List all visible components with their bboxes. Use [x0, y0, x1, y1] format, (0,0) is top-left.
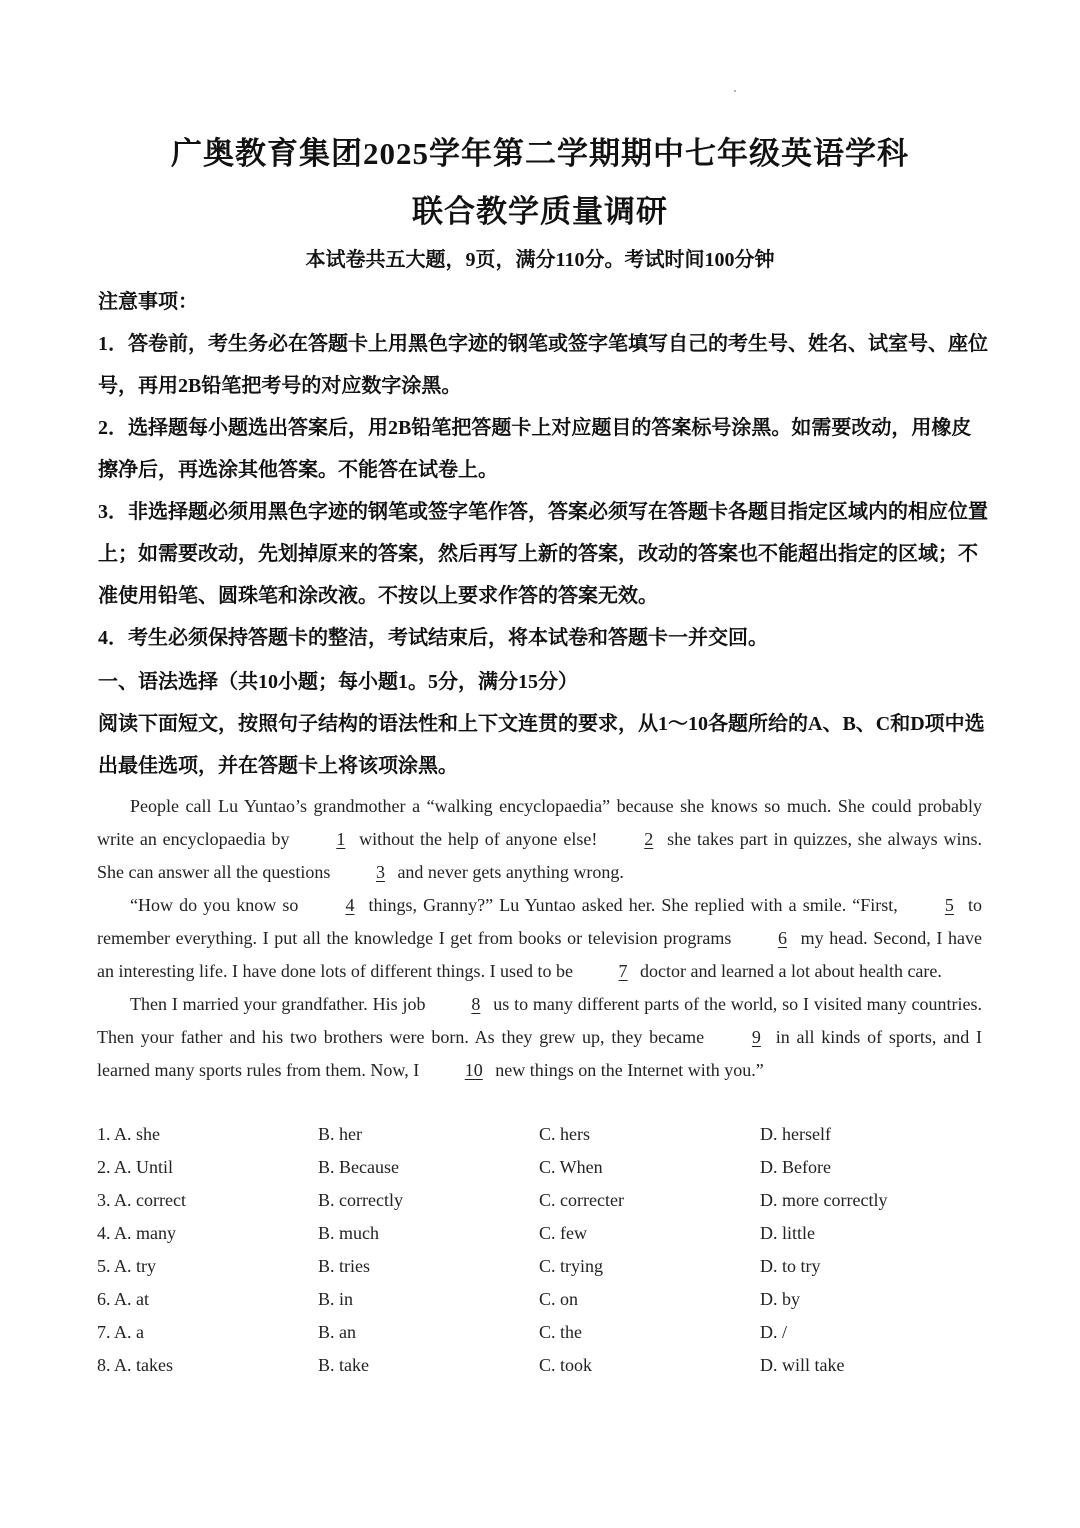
option-d: D. little	[760, 1223, 815, 1243]
option-a: 7. A. a	[97, 1322, 144, 1342]
option-b: B. Because	[318, 1157, 399, 1177]
option-c: C. few	[539, 1223, 587, 1243]
option-row-1	[97, 1118, 987, 1151]
answer-options	[97, 1118, 987, 1382]
blank-2: 2	[644, 829, 654, 849]
option-c: C. When	[539, 1157, 603, 1177]
passage-text: new things on the Internet with you.”	[490, 1060, 764, 1080]
exam-title-line1: 广奥教育集团2025学年第二学期期中七年级英语学科	[171, 136, 909, 171]
option-row-5	[97, 1250, 987, 1283]
option-a: 1. A. she	[97, 1124, 160, 1144]
option-b: B. tries	[318, 1256, 370, 1276]
passage-text: and never gets anything wrong.	[392, 862, 624, 882]
reading-passage	[97, 790, 982, 1087]
option-row-8	[97, 1349, 987, 1382]
option-row-7	[97, 1316, 987, 1349]
option-a: 2. A. Until	[97, 1157, 174, 1177]
option-c: C. hers	[539, 1124, 590, 1144]
option-a: 8. A. takes	[97, 1355, 173, 1375]
option-c: C. the	[539, 1322, 582, 1342]
option-d: D. more correctly	[760, 1190, 888, 1210]
passage-text: things, Granny?” Lu Yuntao asked her. She replied with a smile. “First,	[362, 895, 904, 915]
passage-paragraph-2	[97, 889, 982, 988]
option-d: D. herself	[760, 1124, 831, 1144]
blank-10: 10	[464, 1060, 483, 1080]
option-a: 5. A. try	[97, 1256, 157, 1276]
passage-text: doctor and learned a lot about health care.	[635, 961, 942, 981]
option-d: D. by	[760, 1289, 800, 1309]
option-c: C. trying	[539, 1256, 604, 1276]
blank-3: 3	[375, 862, 385, 882]
passage-text: People call Lu Yuntao’s grandmother a “walking encyclopaedia” because she knows so much. She could probably write an encyclopaedia by	[97, 796, 982, 849]
passage-text: without the help of anyone else!	[353, 829, 604, 849]
passage-text: to remember everything. I put all the knowledge I get from books or television programs	[97, 895, 982, 948]
option-c: C. correcter	[539, 1190, 624, 1210]
option-a: 3. A. correct	[97, 1190, 186, 1210]
exam-subtitle: 本试卷共五大题，9页，满分110分。考试时间100分钟	[305, 249, 775, 271]
option-row-3	[97, 1184, 987, 1217]
option-b: B. her	[318, 1124, 362, 1144]
option-d: D. /	[760, 1322, 787, 1342]
passage-text: my head. Second, I have an interesting life. I have done lots of different things. I used to be	[97, 928, 982, 981]
blank-1: 1	[336, 829, 346, 849]
passage-paragraph-3	[97, 988, 982, 1087]
option-b: B. much	[318, 1223, 379, 1243]
option-row-2	[97, 1151, 987, 1184]
option-d: D. Before	[760, 1157, 831, 1177]
option-c: C. took	[539, 1355, 593, 1375]
note-item-1: 1．答卷前，考生务必在答题卡上用黑色字迹的钢笔或签字笔填写自己的考生号、姓名、试室号、座位号，再用2B铅笔把考号的对应数字涂黑。	[98, 333, 988, 397]
note-item-3: 3．非选择题必须用黑色字迹的钢笔或签字笔作答，答案必须写在答题卡各题目指定区域内的相应位置上；如需要改动，先划掉原来的答案，然后再写上新的答案，改动的答案也不能超出指定的区域；不准使用铅笔、圆珠笔和涂改液。不按以上要求作答的答案无效。	[98, 501, 988, 607]
note-item-4: 4．考生必须保持答题卡的整洁，考试结束后，将本试卷和答题卡一并交回。	[98, 627, 768, 649]
section1-heading: 一、语法选择（共10小题；每小题1。5分，满分15分）	[98, 671, 578, 693]
option-b: B. an	[318, 1322, 356, 1342]
option-b: B. correctly	[318, 1190, 403, 1210]
option-a: 6. A. at	[97, 1289, 149, 1309]
option-row-6	[97, 1283, 987, 1316]
option-d: D. will take	[760, 1355, 845, 1375]
exam-title-line2: 联合教学质量调研	[412, 194, 668, 229]
option-d: D. to try	[760, 1256, 821, 1276]
blank-4: 4	[345, 895, 355, 915]
blank-8: 8	[471, 994, 481, 1014]
passage-text: in all kinds of sports, and I learned many sports rules from them. Now, I	[97, 1027, 982, 1080]
option-a: 4. A. many	[97, 1223, 176, 1243]
blank-6: 6	[777, 928, 787, 948]
notes-heading: 注意事项：	[98, 291, 198, 313]
option-row-4	[97, 1217, 987, 1250]
blank-5: 5	[944, 895, 954, 915]
passage-text: us to many different parts of the world, so I visited many countries. Then your father and his two brothers were born. As they grew up, they became	[97, 994, 983, 1047]
note-item-2: 2．选择题每小题选出答案后，用2B铅笔把答题卡上对应题目的答案标号涂黑。如需要改动，用橡皮擦净后，再选涂其他答案。不能答在试卷上。	[98, 417, 972, 481]
blank-7: 7	[618, 961, 628, 981]
option-c: C. on	[539, 1289, 579, 1309]
passage-text: “How do you know so	[130, 895, 305, 915]
passage-text: she takes part in quizzes, she always wins. She can answer all the questions	[97, 829, 982, 882]
section1-instruction: 阅读下面短文，按照句子结构的语法性和上下文连贯的要求，从1～10各题所给的A、B、C和D项中选出最佳选项，并在答题卡上将该项涂黑。	[98, 713, 985, 777]
option-b: B. in	[318, 1289, 354, 1309]
passage-text: Then I married your grandfather. His job	[130, 994, 431, 1014]
option-b: B. take	[318, 1355, 369, 1375]
passage-paragraph-1	[97, 790, 982, 889]
blank-9: 9	[751, 1027, 761, 1047]
scan-dot	[734, 90, 736, 92]
